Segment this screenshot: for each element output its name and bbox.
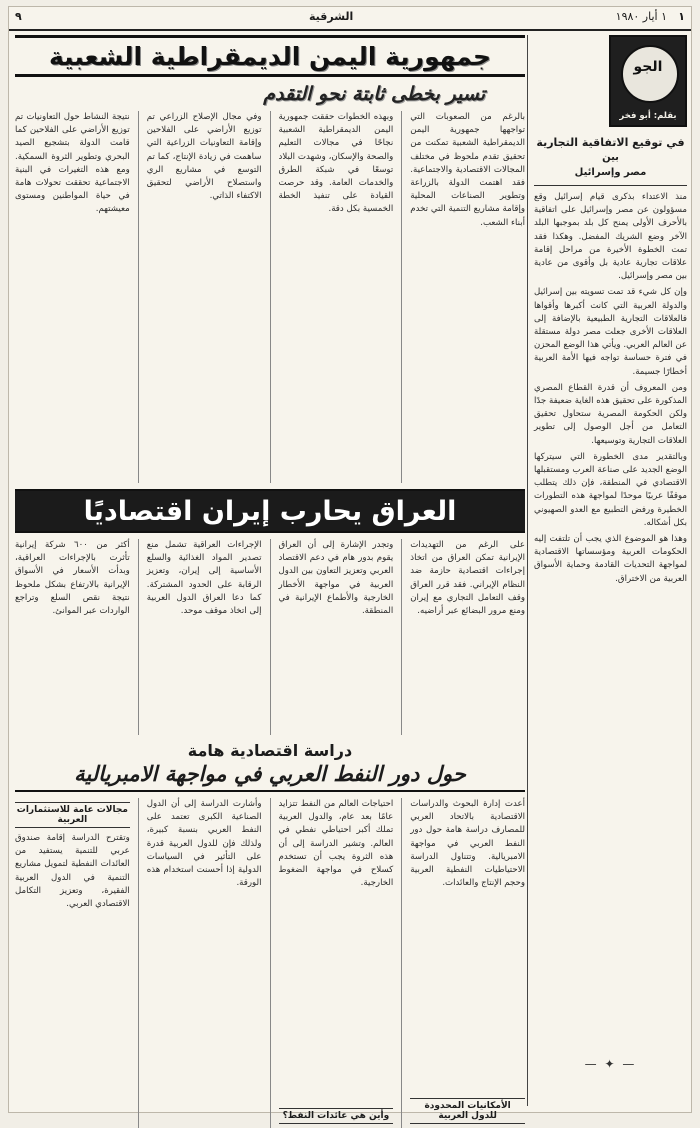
- yemen-subheadline: تسير بخطى ثابتة نحو التقدم: [263, 83, 485, 105]
- iraq-column: أكثر من ٦٠٠ شركة إيرانية تأثرت بالإجراءات العراقية، وبدأت الأسعار في الأسواق الإيرانية بالارتفاع بشكل ملحوظ نتيجة نقص السلع وتراجع الواردات عبر الموانئ.: [15, 540, 130, 617]
- oil-column: وتقترح الدراسة إقامة صندوق عربي للتنمية يستفيد من العائدات النفطية لتمويل مشاريع التنمية في الدول العربية الفقيرة، وتعزيز التكامل الاقتصادي العربي.: [15, 833, 130, 910]
- sidebar-column: [527, 35, 687, 1106]
- oil-box-heading: وأين هي عائدات النفط؟: [279, 1108, 394, 1124]
- sidebar-article: [534, 191, 687, 1051]
- oil-column: أعدت إدارة البحوث والدراسات الاقتصادية بالاتحاد العربي للمصارف دراسة هامة حول دور النفط العربي في مواجهة الامبريالية. وتتناول الدراسة الاحتياطيات النفطية العربية وحجم الإنتاج والعائدات.: [410, 799, 525, 889]
- divider: [534, 185, 687, 186]
- oil-box-heading: مجالات عامة للاستثمارات العربية: [15, 802, 130, 828]
- column-rule: [138, 111, 139, 483]
- column-logo: [609, 35, 687, 127]
- column-rule: [270, 111, 271, 483]
- column-rule: [138, 539, 139, 735]
- oil-column-wrap: [15, 798, 130, 1128]
- sidebar-paragraph: منذ الاعتداء بذكرى قيام إسرائيل وقع مسؤولون عن مصر وإسرائيل على اتفاقية بالأحرف الأولى يمنح كل بلد بموجبها البلد الآخر وضع الشريك المفضل. وهكذا فقد تمت الخطوة الأخيرة من مراحل إقامة علاقات تجارية عادية بل وأقوى من عادية بين مصر وإسرائيل.: [534, 192, 687, 282]
- iraq-headline: العراق يحارب إيران اقتصاديًا: [83, 495, 457, 527]
- column-rule: [401, 539, 402, 735]
- yemen-column: وفي مجال الإصلاح الزراعي تم توزيع الأراضي على الفلاحين وإقامة التعاونيات الزراعية التي ساهمت في زيادة الإنتاج، كما تم التوسع في مشاريع الري واستصلاح الأراضي لتحقيق الاكتفاء الذاتي.: [146, 112, 262, 202]
- yemen-headline-bar: [15, 35, 525, 77]
- page-header: [9, 7, 691, 31]
- column-rule: [138, 798, 139, 1128]
- column-rule: [270, 539, 271, 735]
- ornament-divider: — ✦ —: [584, 1057, 637, 1071]
- yemen-column: بالرغم من الصعوبات التي تواجهها جمهورية اليمن الديمقراطية الشعبية تمكنت من تحقيق تقدم ملحوظ في مختلف المجالات الاقتصادية والاجتماعية. فقد اهتمت الدولة بالزراعة وتطوير الصناعات المحلية وإقامة مشاريع التنمية التي تخدم أبناء الشعب.: [410, 112, 525, 228]
- sidebar-paragraph: وبالتقدير مدى الخطورة التي سيتركها الوضع الجديد على صناعة العرب ومستقبلها الاقتصادي في المنطقة، فإن ذلك يتطلب موقفًا عربيًا موحدًا لمواجهة هذه التطورات الخطيرة ورفض التطبيع مع العدو الصهيوني بكل أشكاله.: [534, 451, 687, 528]
- newspaper-page: [8, 6, 692, 1121]
- oil-column-wrap: [279, 798, 394, 1128]
- sidebar-headline-line1: في توقيع الاتفاقية التجارية: [536, 136, 685, 149]
- oil-article-columns: [15, 798, 525, 1128]
- oil-column-wrap: [410, 798, 525, 1128]
- yemen-article-columns: [15, 111, 525, 483]
- column-rule: [270, 798, 271, 1128]
- yemen-column: نتيجة النشاط حول التعاونيات تم توزيع الأراضي على الفلاحين كما قامت الدولة بتشجيع الصيد البحري وتطوير الثروة السمكية. ومع هذه التغيرات في البنية الاجتماعية تحققت تحولات هامة في حياة المواطنين ومستوى معيشتهم.: [15, 112, 130, 215]
- iraq-column: على الرغم من التهديدات الإيرانية تمكن العراق من اتخاذ إجراءات اقتصادية حازمة ضد النظام الإيراني. فقد قرر العراق وقف التعامل التجاري مع إيران ومنع مرور البضائع عبر أراضيه.: [410, 540, 525, 617]
- oil-study-title: حول دور النفط العربي في مواجهة الامبريالية: [15, 762, 525, 792]
- oil-column: احتياجات العالم من النفط تتزايد عامًا بعد عام، والدول العربية تملك أكبر احتياطي نفطي في العالم. وتشير الدراسة إلى أن هذه الثروة يجب أن تستخدم كسلاح في مواجهة الضغوط الخارجية.: [278, 799, 394, 889]
- iraq-column: وتجدر الإشارة إلى أن العراق يقوم بدور هام في دعم الاقتصاد العربي وتعزيز التعاون بين الدول العربية في مواجهة الأخطار الخارجية والأطماع الإيرانية في المنطقة.: [278, 540, 394, 617]
- oil-study-kicker: دراسة اقتصادية هامة: [187, 741, 353, 760]
- yemen-subheadline-bar: [15, 77, 525, 111]
- iraq-headline-bar: [15, 489, 525, 533]
- sidebar-headline: [534, 135, 687, 180]
- yemen-column: وبهذه الخطوات حققت جمهورية اليمن الديمقراطية الشعبية نجاحًا في مجالات التعليم والصحة والإسكان، وشهدت البلاد توسعًا في شبكة الطرق والخدمات العامة. وقد حرصت القيادة على تنفيذ الخطة الخمسية بكل دقة.: [278, 112, 394, 215]
- column-rule: [401, 798, 402, 1128]
- page-number-right: ١: [678, 10, 685, 23]
- section-name: الشرقية: [309, 10, 354, 23]
- issue-date: ١ أيار ١٩٨٠: [615, 10, 667, 23]
- page-number-left: ٩: [15, 10, 22, 23]
- sidebar-paragraph: وهذا هو الموضوع الذي يجب أن تلتفت إليه الحكومات العربية ومؤسساتها الاقتصادية لمواجهة التحديات القادمة وحماية الأسواق العربية من الاختراق.: [534, 534, 687, 584]
- iraq-article-columns: [15, 539, 525, 735]
- yemen-headline: جمهورية اليمن الديمقراطية الشعبية: [48, 41, 492, 71]
- logo-text: الجو: [633, 59, 663, 75]
- logo-caption: بقلم: أبو فخر: [619, 111, 677, 121]
- sidebar-headline-line2: بين: [602, 152, 619, 163]
- oil-box-heading: الأمكانيات المحدودة للدول العربية: [410, 1098, 525, 1124]
- sidebar-paragraph: ومن المعروف أن قدرة القطاع المصري المذكورة على تحقيق هذه الغاية ضعيفة جدًا ولكن الحكومة المصرية ستحاول تحقيق التعامل من أجل الوصول إلى تطوير العلاقات التجارية وتوسيعها.: [534, 382, 687, 446]
- sidebar-headline-line3: مصر وإسرائيل: [574, 167, 647, 178]
- iraq-column: الإجراءات العراقية تشمل منع تصدير المواد الغذائية والسلع الأساسية إلى إيران، وتعزيز الرقابة على الحدود المشتركة. كما دعا العراق الدول العربية إلى اتخاذ موقف موحد.: [146, 540, 262, 617]
- main-content: [15, 35, 525, 1121]
- oil-column: وأشارت الدراسة إلى أن الدول الصناعية الكبرى تعتمد على النفط العربي بنسبة كبيرة، ولذلك فإن للدول العربية قدرة على التأثير في السياسات الدولية إذا أحسنت استخدام هذه الورقة.: [146, 799, 262, 889]
- column-rule: [401, 111, 402, 483]
- sidebar-paragraph: وإن كل شيء قد تمت تسويته بين إسرائيل والدولة العربية التي كانت أكبرها وأقواها فالعلاقات التجارية الطبيعية بالإضافة إلى العلاقات الأخرى جعلت مصر دولة مستقلة عن العالم العربي. ويأتي هذا الوضع المحزن في فترة حساسة تواجه فيها الأمة العربية أخطارًا جسيمة.: [534, 287, 687, 377]
